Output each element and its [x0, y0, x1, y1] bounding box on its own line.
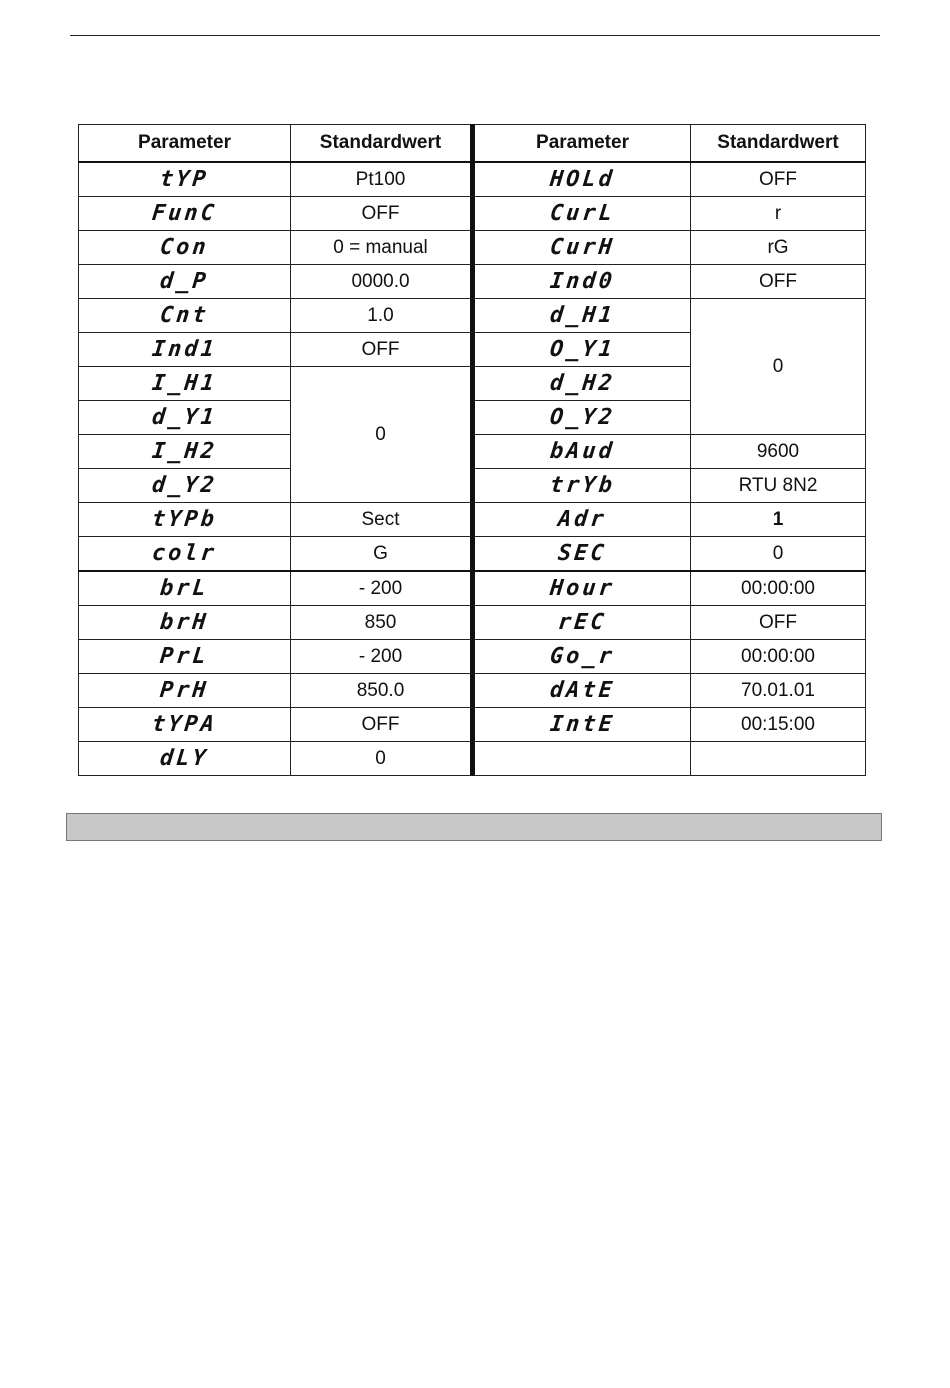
param-code: dAtE [548, 678, 617, 703]
table-row [79, 503, 866, 537]
table-row [79, 469, 866, 503]
section-bar [66, 813, 882, 841]
top-rule [70, 35, 880, 36]
param-value: OFF [691, 162, 866, 197]
empty-cell [691, 742, 866, 776]
table-row [79, 265, 866, 299]
param-value: 00:00:00 [691, 640, 866, 674]
param-code: I_H2 [150, 439, 219, 464]
param-value: OFF [691, 265, 866, 299]
param-value: rG [691, 231, 866, 265]
param-code: d_Y1 [150, 405, 219, 430]
param-code: PrH [158, 678, 211, 703]
parameter-table [78, 124, 866, 776]
param-value: OFF [691, 606, 866, 640]
param-code: Hour [548, 576, 617, 601]
param-value: 70.01.01 [691, 674, 866, 708]
param-value: 0 [691, 537, 866, 572]
param-value: 850.0 [291, 674, 473, 708]
param-code: bAud [548, 439, 617, 464]
header-default-left: Standardwert [291, 125, 473, 163]
table-row [79, 742, 866, 776]
table-row [79, 571, 866, 606]
param-code: Cnt [158, 303, 211, 328]
table-row [79, 674, 866, 708]
param-code: SEC [556, 541, 609, 566]
param-value: - 200 [291, 571, 473, 606]
header-default-right: Standardwert [691, 125, 866, 163]
table-row [79, 162, 866, 197]
param-value: 1 [691, 503, 866, 537]
param-code: Con [158, 235, 211, 260]
param-code: rEC [556, 610, 609, 635]
param-code: dLY [158, 746, 211, 771]
param-value: 0 = manual [291, 231, 473, 265]
param-code: Ind1 [150, 337, 219, 362]
param-code: PrL [158, 644, 211, 669]
param-code: IntE [548, 712, 617, 737]
header-parameter-left: Parameter [79, 125, 291, 163]
table-row [79, 231, 866, 265]
param-value: 850 [291, 606, 473, 640]
param-code: d_Y2 [150, 473, 219, 498]
table-row [79, 606, 866, 640]
param-code: tYPA [150, 712, 219, 737]
param-value: 1.0 [291, 299, 473, 333]
param-value: 00:15:00 [691, 708, 866, 742]
param-code: FunC [150, 201, 219, 226]
param-code: brH [158, 610, 211, 635]
param-code: colr [150, 541, 219, 566]
param-code: d_H1 [548, 303, 617, 328]
table-row [79, 435, 866, 469]
table-row [79, 537, 866, 572]
param-code: O_Y2 [548, 405, 617, 430]
param-value-merged-right: 0 [691, 299, 866, 435]
param-value: OFF [291, 708, 473, 742]
param-value: OFF [291, 197, 473, 231]
param-value: OFF [291, 333, 473, 367]
param-value-merged-left: 0 [291, 367, 473, 503]
param-code: trYb [548, 473, 617, 498]
param-code: CurH [548, 235, 617, 260]
param-value: G [291, 537, 473, 572]
param-value: RTU 8N2 [691, 469, 866, 503]
param-code: O_Y1 [548, 337, 617, 362]
param-value: Sect [291, 503, 473, 537]
param-code: d_P [158, 269, 211, 294]
param-code: Adr [556, 507, 609, 532]
param-code: HOLd [548, 167, 617, 192]
param-value: Pt100 [291, 162, 473, 197]
param-code: I_H1 [150, 371, 219, 396]
param-code: brL [158, 576, 211, 601]
param-value: - 200 [291, 640, 473, 674]
table-row [79, 299, 866, 333]
param-code: CurL [548, 201, 617, 226]
param-value: 00:00:00 [691, 571, 866, 606]
param-value: 9600 [691, 435, 866, 469]
param-value: 0 [291, 742, 473, 776]
param-code: d_H2 [548, 371, 617, 396]
table-row [79, 708, 866, 742]
param-code: tYP [158, 167, 211, 192]
param-code: Ind0 [548, 269, 617, 294]
header-parameter-right: Parameter [473, 125, 691, 163]
table-row [79, 197, 866, 231]
param-code: tYPb [150, 507, 219, 532]
empty-cell [473, 742, 691, 776]
param-code: Go_r [548, 644, 617, 669]
table-header-row [79, 125, 866, 163]
table-row [79, 640, 866, 674]
param-value: r [691, 197, 866, 231]
param-value: 0000.0 [291, 265, 473, 299]
